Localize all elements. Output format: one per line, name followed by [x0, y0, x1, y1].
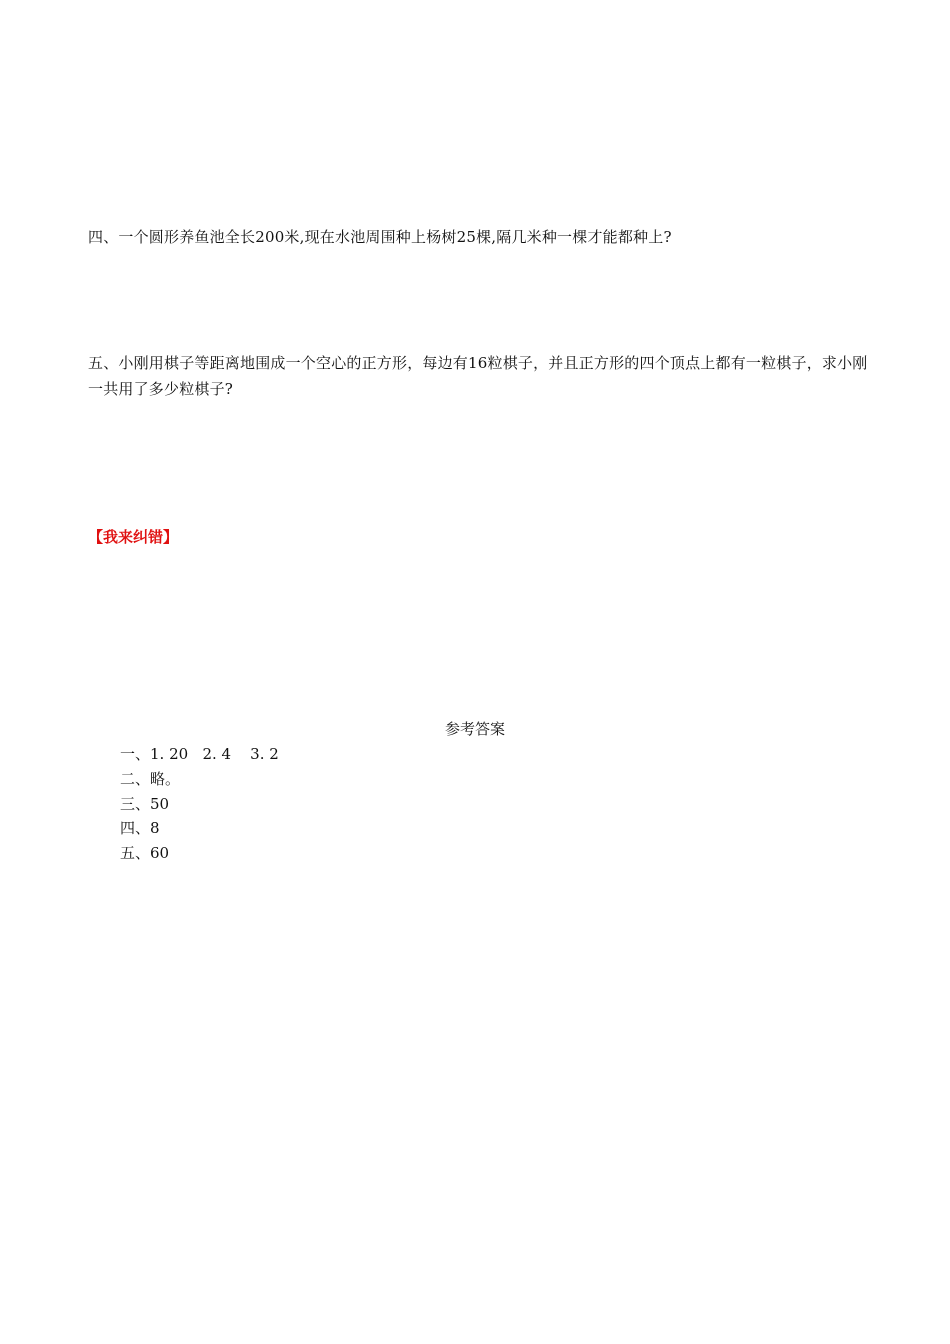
question-5: 五、小刚用棋子等距离地围成一个空心的正方形，每边有16粒棋子，并且正方形的四个顶点上都有一粒棋子，求小刚一共用了多少粒棋子?: [88, 354, 868, 398]
answer-item-4: 四、8: [120, 819, 160, 838]
answers-list: [120, 742, 279, 866]
answers-title: 参考答案: [444, 720, 505, 738]
answer-item-5: 五、60: [120, 844, 170, 863]
question-4: 四、一个圆形养鱼池全长200米,现在水池周围种上杨树25棵,隔几米种一棵才能都种上?: [88, 228, 672, 246]
answer-item-3: 三、50: [120, 794, 170, 813]
correction-section-heading: 【我来纠错】: [88, 528, 179, 546]
answer-item-2: 二、略。: [120, 769, 181, 788]
answer-item-1: 一、1. 20 2. 4 3. 2: [120, 745, 279, 763]
